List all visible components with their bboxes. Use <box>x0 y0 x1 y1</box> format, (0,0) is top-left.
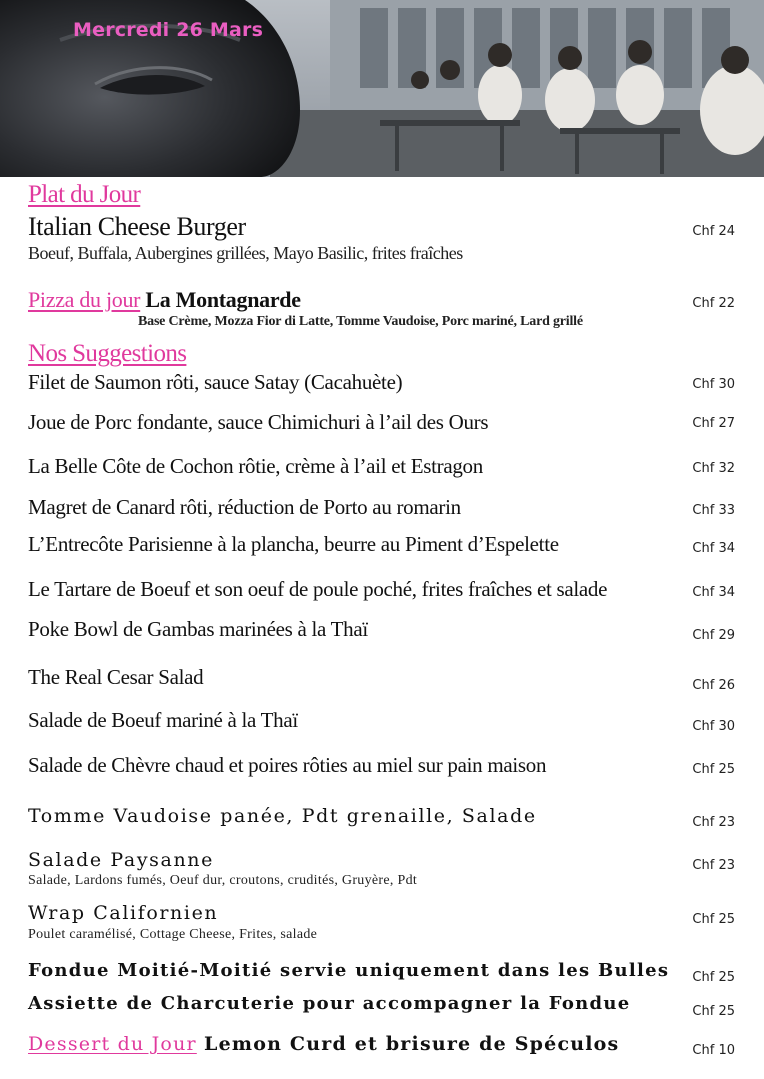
classic-price: Chf 23 <box>692 858 735 873</box>
classic-item: Tomme Vaudoise panée, Pdt grenaille, Salade <box>28 805 537 827</box>
suggestion-item: Poke Bowl de Gambas marinées à la Thaï <box>28 617 368 641</box>
plat-du-jour-price: Chf 24 <box>692 224 735 239</box>
suggestion-item: Filet de Saumon rôti, sauce Satay (Cacahuète) <box>28 370 403 394</box>
suggestion-price: Chf 29 <box>692 628 735 643</box>
classic-item: Assiette de Charcuterie pour accompagner la Fondue <box>28 993 631 1014</box>
suggestion-item: The Real Cesar Salad <box>28 665 204 689</box>
plat-du-jour-title: Plat du Jour <box>28 181 141 208</box>
suggestion-item: Magret de Canard rôti, réduction de Porto au romarin <box>28 495 461 519</box>
plat-du-jour-description: Boeuf, Buffala, Aubergines grillées, Mayo Basilic, frites fraîches <box>28 243 463 263</box>
suggestion-item: La Belle Côte de Cochon rôtie, crème à l’ail et Estragon <box>28 454 483 478</box>
pizza-name: La Montagnarde <box>145 287 301 312</box>
classic-price: Chf 23 <box>692 815 735 830</box>
classic-price: Chf 25 <box>692 912 735 927</box>
plat-du-jour-name: Italian Cheese Burger <box>28 212 246 241</box>
pizza-title: Pizza du jour <box>28 287 141 312</box>
suggestion-price: Chf 27 <box>692 416 735 431</box>
hero-photo <box>0 0 764 177</box>
pizza-description: Base Crème, Mozza Fior di Latte, Tomme Vaudoise, Porc mariné, Lard grillé <box>138 314 583 329</box>
classic-item: Wrap Californien <box>28 902 219 924</box>
suggestion-price: Chf 25 <box>692 762 735 777</box>
dessert-line <box>28 1033 619 1055</box>
classic-item: Fondue Moitié-Moitié servie uniquement dans les Bulles <box>28 960 670 981</box>
suggestion-price: Chf 34 <box>692 541 735 556</box>
classic-description: Poulet caramélisé, Cottage Cheese, Frites, salade <box>28 927 318 942</box>
suggestion-price: Chf 26 <box>692 678 735 693</box>
suggestion-item: Le Tartare de Boeuf et son oeuf de poule poché, frites fraîches et salade <box>28 577 608 601</box>
pizza-price: Chf 22 <box>692 296 735 311</box>
suggestions-title: Nos Suggestions <box>28 340 187 367</box>
dessert-title: Dessert du Jour <box>28 1033 197 1055</box>
suggestion-price: Chf 34 <box>692 585 735 600</box>
menu-date: Mercredi 26 Mars <box>73 19 264 41</box>
suggestion-price: Chf 30 <box>692 377 735 392</box>
suggestion-price: Chf 33 <box>692 503 735 518</box>
suggestion-item: Joue de Porc fondante, sauce Chimichuri à l’ail des Ours <box>28 410 489 434</box>
classic-description: Salade, Lardons fumés, Oeuf dur, croutons, crudités, Gruyère, Pdt <box>28 873 418 888</box>
classic-price: Chf 25 <box>692 970 735 985</box>
dessert-price: Chf 10 <box>692 1043 735 1058</box>
suggestion-item: Salade de Boeuf mariné à la Thaï <box>28 708 298 732</box>
classic-price: Chf 25 <box>692 1004 735 1019</box>
classic-item: Salade Paysanne <box>28 849 214 871</box>
suggestion-price: Chf 30 <box>692 719 735 734</box>
suggestion-item: Salade de Chèvre chaud et poires rôties au miel sur pain maison <box>28 753 547 777</box>
pizza-line <box>28 287 301 313</box>
dessert-name: Lemon Curd et brisure de Spéculos <box>204 1033 620 1055</box>
suggestion-price: Chf 32 <box>692 461 735 476</box>
suggestion-item: L’Entrecôte Parisienne à la plancha, beurre au Piment d’Espelette <box>28 532 559 556</box>
